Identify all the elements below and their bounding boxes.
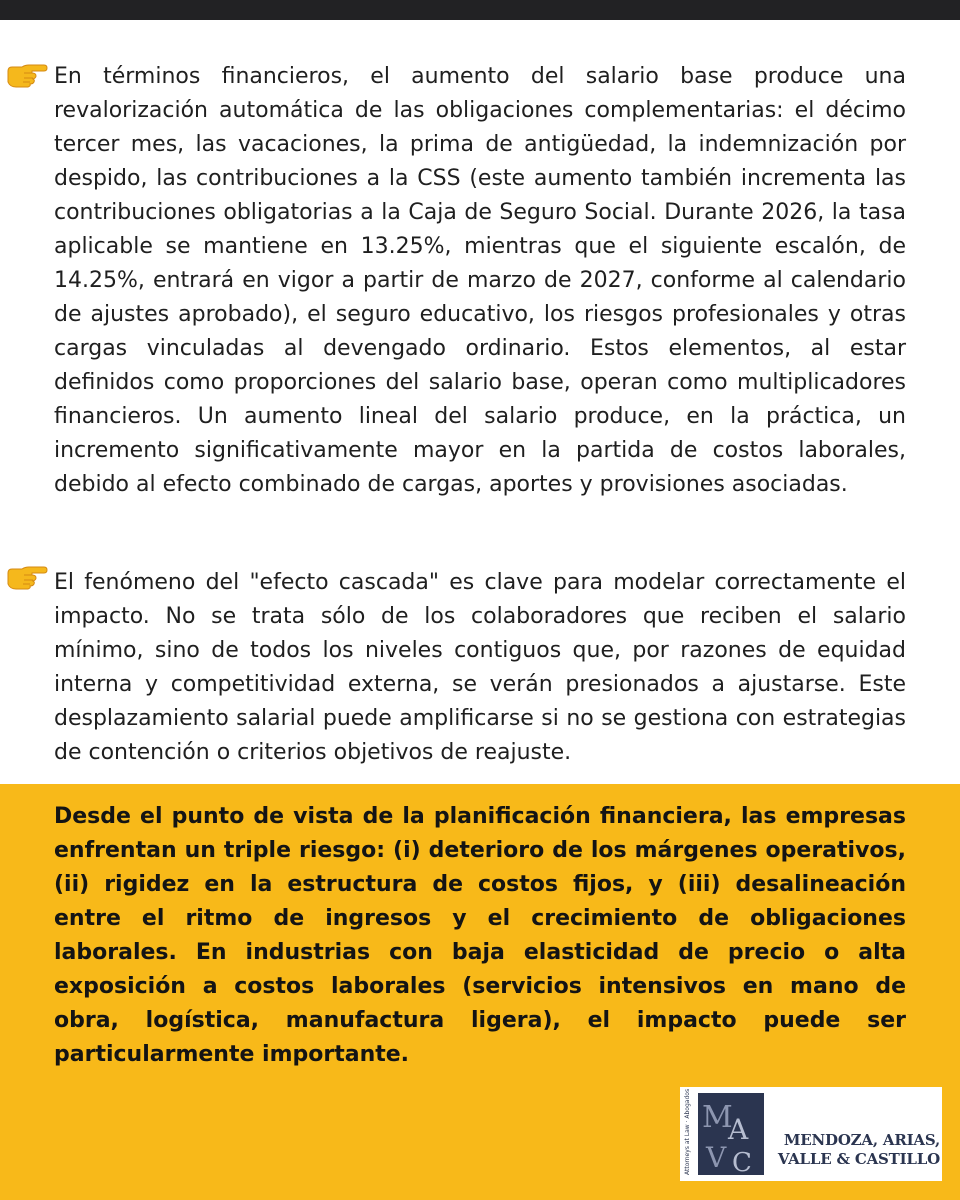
pointing-hand-icon: [6, 62, 48, 88]
body-paragraph-2: El fenómeno del "efecto cascada" es clave para modelar correctamente el impacto. No se trata sólo de los colaboradores que reciben el salario mínimo, sino de todos los niveles contiguos que, por razones de equidad interna y competitividad externa, se verán presionados a ajustarse. Este desplazamiento salarial puede amplificarse si no se gestiona con estrategias de contención o criterios objetivos de reajuste.: [54, 570, 906, 765]
pointing-hand-icon: [6, 564, 48, 590]
logo-monogram: [698, 1093, 764, 1175]
svg-text:V: V: [706, 1141, 727, 1174]
logo-tagline: Attorneys at Law · Abogados: [684, 1088, 691, 1175]
firm-name-line-1: MENDOZA, ARIAS,: [783, 1131, 940, 1149]
firm-logo: [680, 1087, 942, 1181]
body-paragraph-1: En términos financieros, el aumento del salario base produce una revalorización automática de las obligaciones complementarias: el décimo tercer mes, las vacaciones, la prima de antigüedad, la indemnización por despido, las contribuciones a la CSS (este aumento también incrementa las contribuciones obligatorias a la Caja de Seguro Social. Durante 2026, la tasa aplicable se mantiene en 13.25%, mientras que el siguiente escalón, de 14.25%, entrará en vigor a partir de marzo de 2027, conforme al calendario de ajustes aprobado), el seguro educativo, los riesgos profesionales y otras cargas vinculadas al devengado ordinario. Estos elementos, al estar definidos como proporciones del salario base, operan como multiplicadores financieros. Un aumento lineal del salario produce, en la práctica, un incremento significativamente mayor en la partida de costos laborales, debido al efecto combinado de cargas, aportes y provisiones asociadas.: [54, 64, 906, 497]
highlight-text: Desde el punto de vista de la planificación financiera, las empresas enfrentan un triple riesgo: (i) deterioro de los márgenes operativos, (ii) rigidez en la estructura de costos fijos, y (iii) desalineación entre el ritmo de ingresos y el crecimiento de obligaciones laborales. En industrias con baja elasticidad de precio o alta exposición a costos laborales (servicios intensivos en mano de obra, logística, manufactura ligera), el impacto puede ser particularmente importante.: [54, 804, 906, 1067]
svg-text:M: M: [702, 1100, 733, 1135]
firm-name: [770, 1131, 940, 1169]
top-bar: [0, 0, 960, 20]
firm-name-line-2: VALLE & CASTILLO: [777, 1150, 940, 1168]
svg-text:C: C: [732, 1148, 752, 1175]
svg-text:A: A: [728, 1113, 749, 1146]
